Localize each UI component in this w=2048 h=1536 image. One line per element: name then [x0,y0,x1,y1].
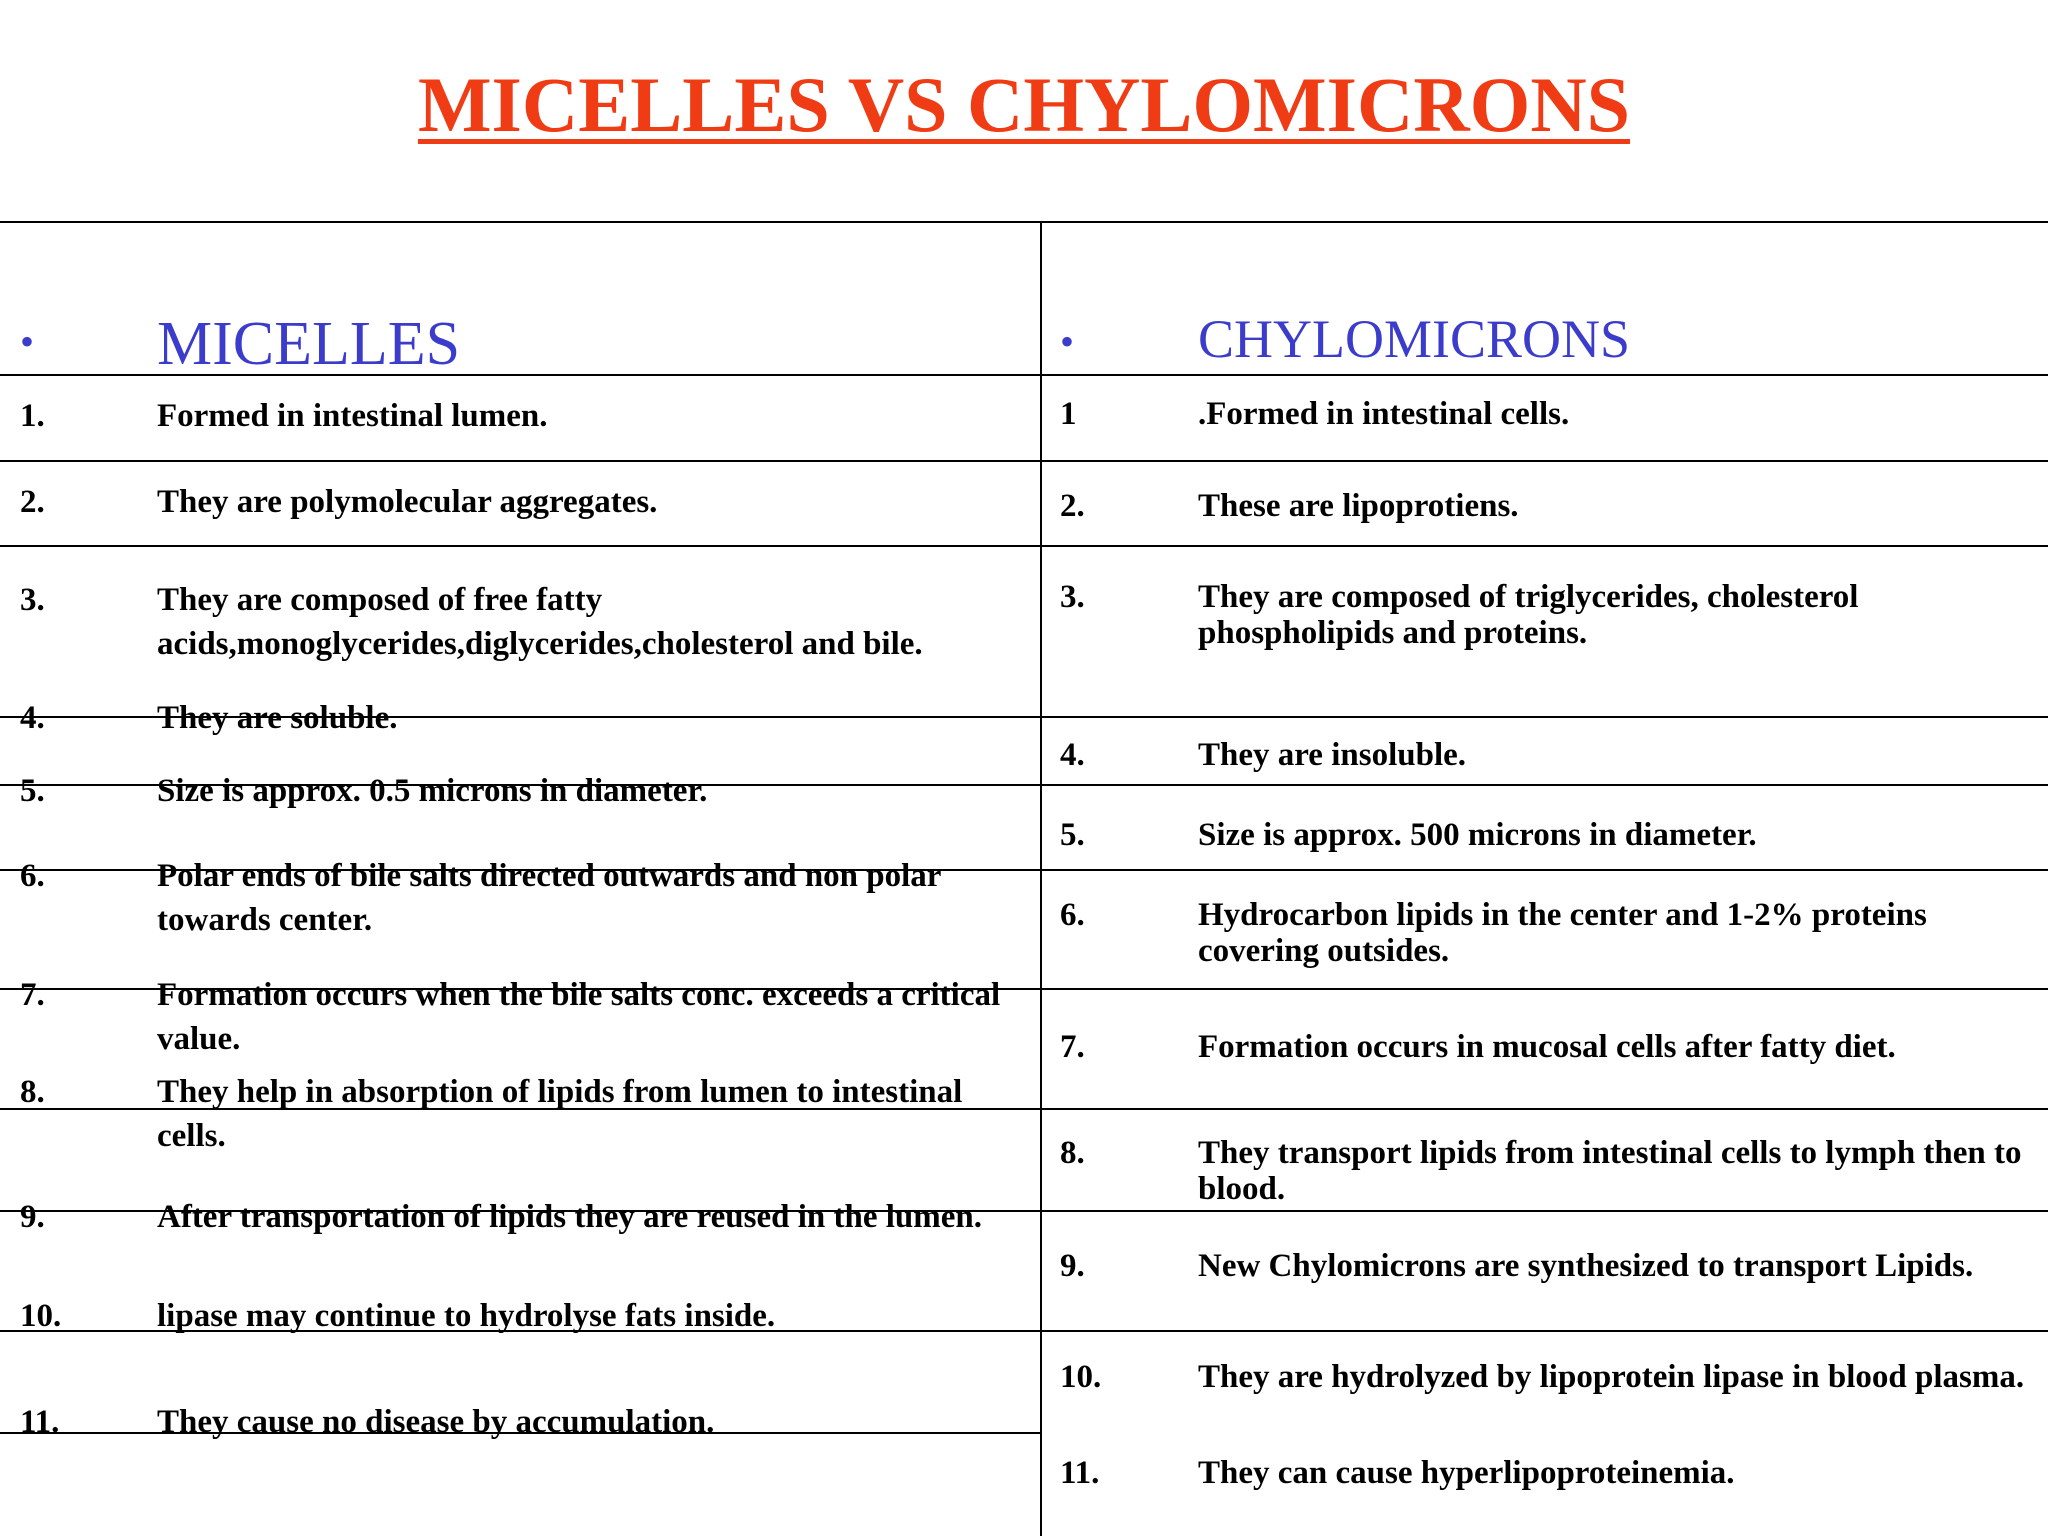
left-item-text: They are soluble. [157,700,398,736]
left-item-number: 8. [20,1074,45,1110]
left-row-line [0,545,1041,547]
right-item-number: 4. [1060,737,1085,773]
left-item-number: 6. [20,858,45,894]
right-row-line [1041,545,2048,547]
right-item-text: Hydrocarbon lipids in the center and 1-2% proteins covering outsides. [1198,897,1927,969]
right-item-number: 10. [1060,1359,1102,1395]
right-row-line [1041,988,2048,990]
left-item-number: 5. [20,773,45,809]
right-heading-bullet: • [1060,319,1075,364]
left-item-text: Formed in intestinal lumen. [157,398,548,434]
right-item-number: 7. [1060,1029,1085,1065]
right-item-text: These are lipoprotiens. [1198,488,1519,524]
right-item-text: Formation occurs in mucosal cells after fatty diet. [1198,1029,1896,1065]
left-row-line [0,460,1041,462]
right-row-line [1041,1330,2048,1332]
right-item-text: They are insoluble. [1198,737,1467,773]
left-item-number: 4. [20,700,45,736]
page-title-text: MICELLES VS CHYLOMICRONS [417,61,1631,148]
right-row-line [1041,869,2048,871]
left-column-heading: MICELLES [157,310,461,378]
right-item-text: They transport lipids from intestinal cells to lymph then to blood. [1198,1135,2022,1207]
right-item-number: 1 [1060,396,1077,432]
right-row-line [1041,784,2048,786]
right-item-number: 6. [1060,897,1085,933]
right-column-heading: CHYLOMICRONS [1198,309,1631,369]
right-item-text: They are hydrolyzed by lipoprotein lipase in blood plasma. [1198,1359,2025,1395]
right-item-text: Size is approx. 500 microns in diameter. [1198,817,1757,853]
left-item-number: 11. [20,1404,60,1440]
right-item-text: New Chylomicrons are synthesized to transport Lipids. [1198,1248,1974,1284]
left-item-text: Polar ends of bile salts directed outwards and non polar towards center. [157,858,941,938]
right-item-number: 11. [1060,1455,1100,1491]
right-item-number: 5. [1060,817,1085,853]
table-top-border [0,221,2048,223]
right-row-line [1041,374,2048,376]
left-item-number: 3. [20,582,45,618]
page-title [0,60,2048,150]
left-item-text: Size is approx. 0.5 microns in diameter. [157,773,708,809]
left-item-number: 9. [20,1199,45,1235]
right-item-number: 3. [1060,579,1085,615]
right-row-line [1041,1210,2048,1212]
left-item-text: They cause no disease by accumulation. [157,1404,715,1440]
right-item-text: They are composed of triglycerides, cholesterol phospholipids and proteins. [1198,579,1859,651]
left-item-text: lipase may continue to hydrolyse fats inside. [157,1298,776,1334]
left-item-number: 1. [20,398,45,434]
right-item-text: They can cause hyperlipoproteinemia. [1198,1455,1735,1491]
right-row-line [1041,716,2048,718]
left-item-text: They are composed of free fatty acids,monoglycerides,diglycerides,cholesterol and bile. [157,582,923,662]
left-item-number: 2. [20,484,45,520]
right-row-line [1041,460,2048,462]
left-item-text: They are polymolecular aggregates. [157,484,658,520]
left-item-text: After transportation of lipids they are reused in the lumen. [157,1199,982,1235]
right-item-number: 8. [1060,1135,1085,1171]
left-heading-bullet: • [20,319,35,364]
right-item-number: 9. [1060,1248,1085,1284]
left-item-number: 7. [20,977,45,1013]
left-item-number: 10. [20,1298,62,1334]
right-item-number: 2. [1060,488,1085,524]
right-item-text: .Formed in intestinal cells. [1198,396,1570,432]
left-item-text: Formation occurs when the bile salts conc. exceeds a critical value. [157,977,1001,1057]
right-row-line [1041,1108,2048,1110]
left-item-text: They help in absorption of lipids from lumen to intestinal cells. [157,1074,963,1154]
